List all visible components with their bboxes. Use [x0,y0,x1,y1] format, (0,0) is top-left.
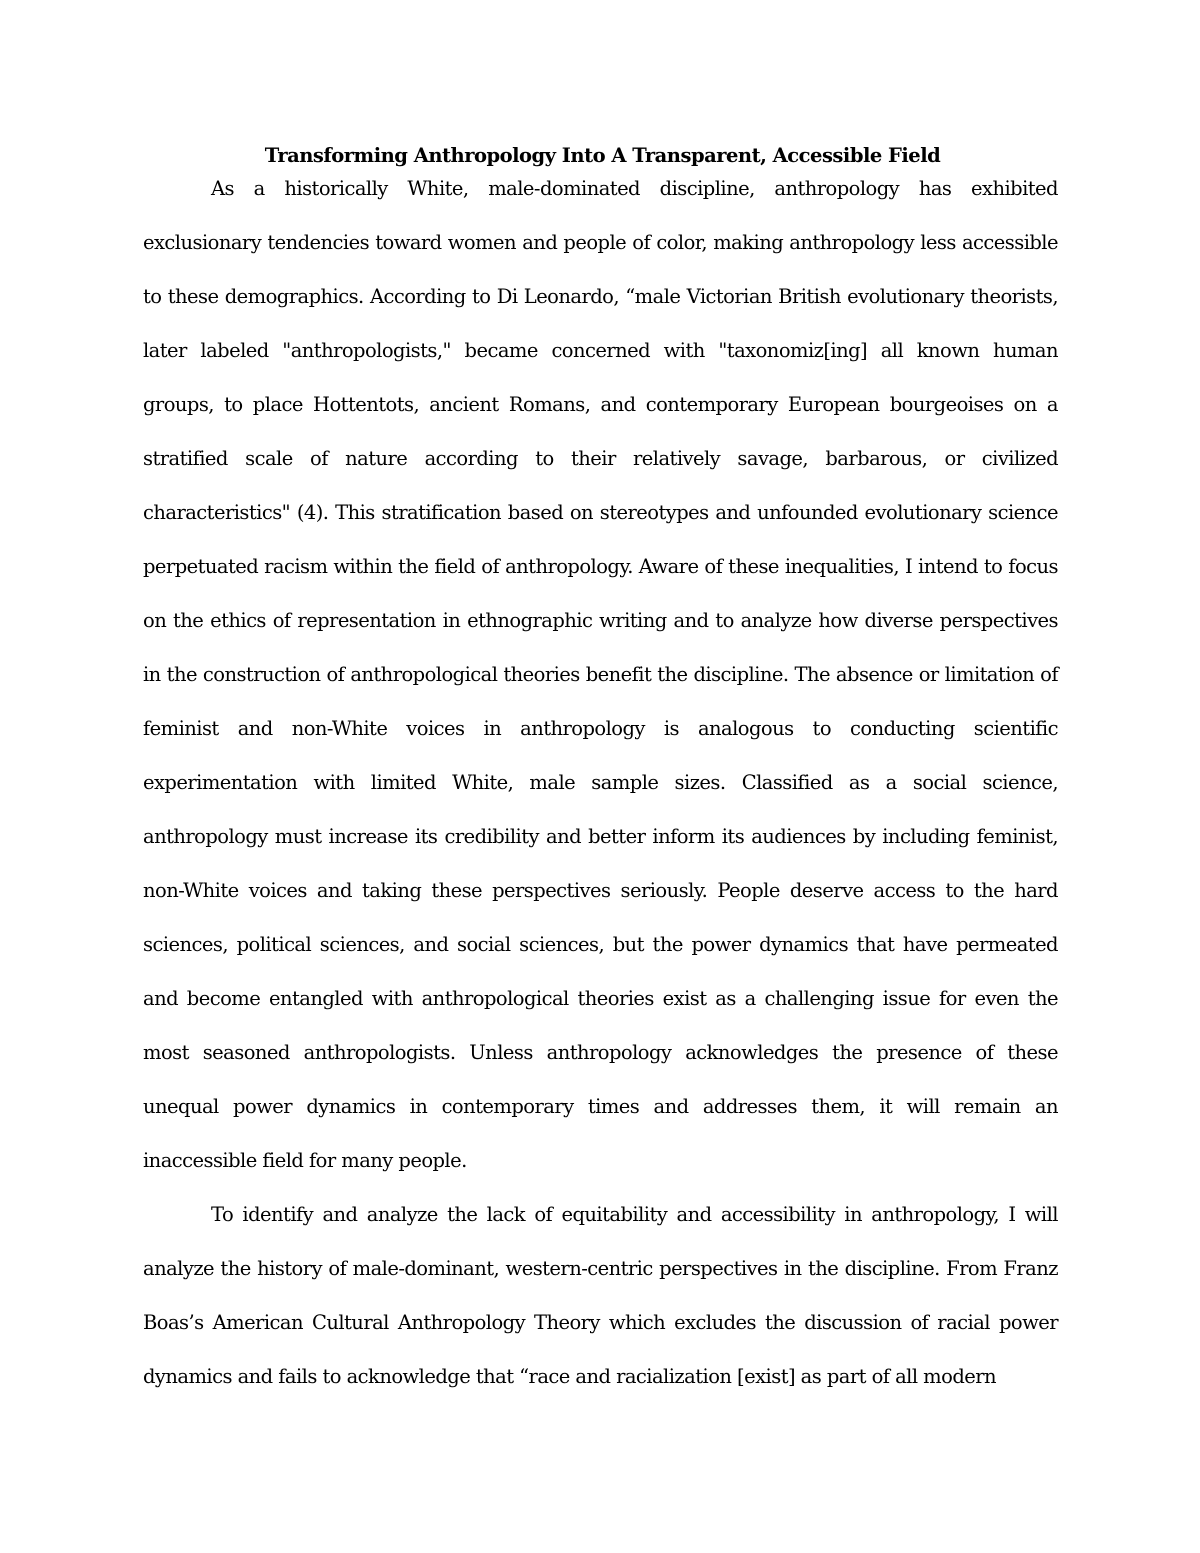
body-paragraph-1: As a historically White, male-dominated discipline, anthropology has exhibited exclusionary tendencies toward women and people of color, making anthropology less accessible to these demographics. According to Di Leonardo, “male Victorian British evolutionary theorists, later labeled "anthropologists," became concerned with "taxonomiz[ing] all known human groups, to place Hottentots, ancient Romans, and contemporary European bourgeoises on a stratified scale of nature according to their relatively savage, barbarous, or civilized characteristics" (4). This stratification based on stereotypes and unfounded evolutionary science perpetuated racism within the field of anthropology. Aware of these inequalities, I intend to focus on the ethics of representation in ethnographic writing and to analyze how diverse perspectives in the construction of anthropological theories benefit the discipline. The absence or limitation of feminist and non-White voices in anthropology is analogous to conducting scientific experimentation with limited White, male sample sizes. Classified as a social science, anthropology must increase its credibility and better inform its audiences by including feminist, non-White voices and taking these perspectives seriously. People deserve access to the hard sciences, political sciences, and social sciences, but the power dynamics that have permeated and become entangled with anthropological theories exist as a challenging issue for even the most seasoned anthropologists. Unless anthropology acknowledges the presence of these unequal power dynamics in contemporary times and addresses them, it will remain an inaccessible field for many people. [143,177,1058,1172]
body-paragraph-2: To identify and analyze the lack of equitability and accessibility in anthropology, I will analyze the history of male-dominant, western-centric perspectives in the discipline. From Franz Boas’s American Cultural Anthropology Theory which excludes the discussion of racial power dynamics and fails to acknowledge that “race and racialization [exist] as part of all modern [143,1203,1058,1388]
document-page [143,140,1058,1404]
document-title: Transforming Anthropology Into A Transparent, Accessible Field [264,144,941,167]
